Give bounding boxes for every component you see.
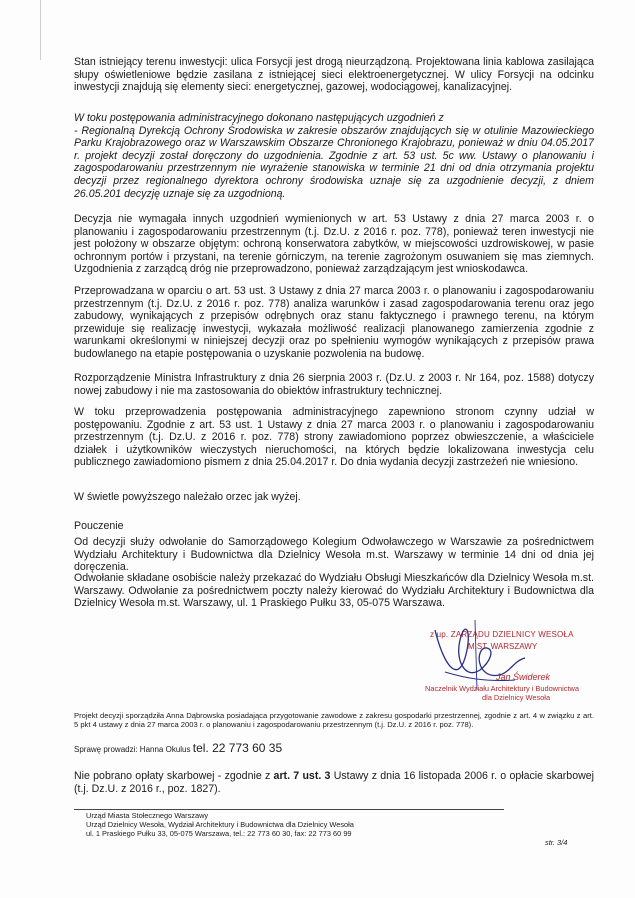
fee-note-article: art. 7 ust. 3 xyxy=(273,770,331,782)
paragraph-no-other-agreements: Decyzja nie wymagała innych uzgodnień wymienionych w art. 53 Ustawy z dnia 27 marca 2003 r. o planowaniu i zagospodarowaniu przestrzennym (t.j. Dz.U. z 2016 r. poz. 778), ponieważ teren inwestycji nie jest położony w obszarze objętym: ochroną konserwatora zabytków, w miejscowości uzdrowiskowej, w pasie ochronnym portów i przystani, na terenie górniczym, na terenie zagrożonym osuwaniem się mas ziemnych. Uzgodnienia z zarządcą dróg nie przeprowadzono, ponieważ zarządzającym jest wnioskodawca. xyxy=(74,213,594,276)
paragraph-agreements: W toku postępowania administracyjnego dokonano następujących uzgodnień z - Regionalną Dyrekcją Ochrony Środowiska w zakresie obszarów znajdujących się w otulinie Mazowieckiego Parku Krajobrazowego oraz w Warszawskim Obszarze Chronionego Krajobrazu, ponieważ w dniu 04.05.2017 r. projekt decyzji został doręczony do uzgodnienia. Zgodnie z art. 53 ust. 5c ww. Ustawy o planowaniu i zagospodarowaniu przestrzennym nie wyrażenie stanowiska w terminie 21 dni od dnia otrzymania projektu decyzji przez regionalnego dyrektora ochrony środowiska uznaje się za uzgodnienie decyzji, z dniem 26.05.201 decyzję uznaje się za uzgodnioną. xyxy=(74,112,594,200)
page-number: str. 3/4 xyxy=(545,838,568,847)
paragraph-participation: W toku przeprowadzenia postępowania administracyjnego zapewniono stronom czynny udział w postępowaniu. Zgodnie z art. 53 ust. 1 Ustawy z dnia 27 marca 2003 r. o planowaniu i zagospodarowaniu przestrzennym (t.j. Dz.U. z 2016 r. poz. 778) strony zawiadomiono poprzez obwieszczenie, a właściciele działek i użytkowników wieczystych nieruchomości, na których będzie lokalizowana inwestycja celu publicznego zawiadomiono pismem z dnia 25.04.2017 r. Do dnia wydania decyzji zastrzeżeń nie wniesiono. xyxy=(74,406,594,469)
stamp-authority-line1: z up. ZARZĄDU DZIELNICY WESOŁA xyxy=(430,630,574,639)
footer-line2: Urząd Dzielnicy Wesoła, Wydział Architektury i Budownictwa dla Dzielnicy Wesoła xyxy=(86,820,354,829)
case-handler xyxy=(74,742,594,757)
stamp-authority-line2: M.ST. WARSZAWY xyxy=(468,642,538,651)
footer-line3: ul. 1 Praskiego Pułku 33, 05-075 Warszawa, tel.: 22 773 60 30, fax: 22 773 60 99 xyxy=(86,829,352,838)
paragraph-conclusion: W świetle powyższego należało orzec jak wyżej. xyxy=(74,491,301,503)
prepared-by-note: Projekt decyzji sporządziła Anna Dąbrowska posiadająca przygotowanie zawodowe z zakresu gospodarki przestrzennej, zgodnie z art. 4 w związku z art. 5 pkt 4 ustawy z dnia 27 marca 2003 r. o planowaniu i zagospodarowaniu przestrzennym (t.j. Dz.U. z 2016 r. poz. 778). xyxy=(74,711,594,730)
footer-divider xyxy=(74,809,504,810)
case-handler-label: Sprawę prowadzi: Hanna Okulus xyxy=(74,745,191,754)
fee-note xyxy=(74,770,594,795)
scan-edge-line xyxy=(40,0,41,60)
paragraph-regulation: Rozporządzenie Ministra Infrastruktury z dnia 26 sierpnia 2003 r. (Dz.U. z 2003 r. Nr 164, poz. 1588) dotyczy nowej zabudowy i nie ma zastosowania do obiektów infrastruktury technicznej. xyxy=(74,372,594,397)
heading-instruction: Pouczenie xyxy=(74,520,124,532)
paragraph-appeal-submission: Odwołanie składane osobiście należy przekazać do Wydziału Obsługi Mieszkańców dla Dzielnicy Wesoła m.st. Warszawy. Odwołanie za pośrednictwem poczty należy kierować do Wydziału Architektury i Budownictwa dla Dzielnicy Wesoła m.st. Warszawy, ul. 1 Praskiego Pułku 33, 05-075 Warszawa. xyxy=(74,572,594,610)
fee-note-text: Nie pobrano opłaty skarbowej - zgodnie z xyxy=(74,770,274,782)
stamp-role-line2: dla Dzielnicy Wesoła xyxy=(482,693,551,702)
paragraph-analysis: Przeprowadzana w oparciu o art. 53 ust. 3 Ustawy z dnia 27 marca 2003 r. o planowaniu i zagospodarowaniu przestrzennym (t.j. Dz.U. z 2016 r. poz. 778) analiza warunków i zasad zagospodarowania terenu oraz jego zabudowy, wynikających z przepisów odrębnych oraz stanu faktycznego i prawnego terenu, na którym przewiduje się realizację inwestycji, wykazała możliwość realizacji planowanego zamierzenia zgodnie z warunkami określonymi w niniejszej decyzji oraz po spełnieniu wymogów wynikających z przepisów prawa budowlanego na etapie postępowania o uzyskanie pozwolenia na budowę. xyxy=(74,285,594,360)
stamp-name: Jan Świderek xyxy=(496,672,551,682)
footer-line1: Urząd Miasta Stołecznego Warszawy xyxy=(86,811,209,820)
paragraph-appeal: Od decyzji służy odwołanie do Samorządowego Kolegium Odwoławczego w Warszawie za pośrednictwem Wydziału Architektury i Budownictwa dla Dzielnicy Wesoła m.st. Warszawy w terminie 14 dni od dnia jej doręczenia. xyxy=(74,536,594,574)
paragraph-site-state: Stan istniejący terenu inwestycji: ulica Forsycji jest drogą nieurządzoną. Projektowana linia kablowa zasilająca słupy oświetleniowe będzie zasilana z istniejącej sieci elektroenergetycznej. W ulicy Forsycji na odcinku inwestycji znajdują się elementy sieci: energetycznej, gazowej, wodociągowej, kanalizacyjnej. xyxy=(74,56,594,94)
stamp-role-line1: Naczelnik Wydziału Architektury i Budownictwa xyxy=(425,684,579,693)
fee-note-text-end: Ustawy z dnia 16 listopada 2006 r. o opłacie skarbowej (t.j. Dz.U. z 2016 r., poz. 1827). xyxy=(74,770,594,795)
signature-icon xyxy=(405,610,545,700)
case-handler-phone: tel. 22 773 60 35 xyxy=(192,741,283,755)
